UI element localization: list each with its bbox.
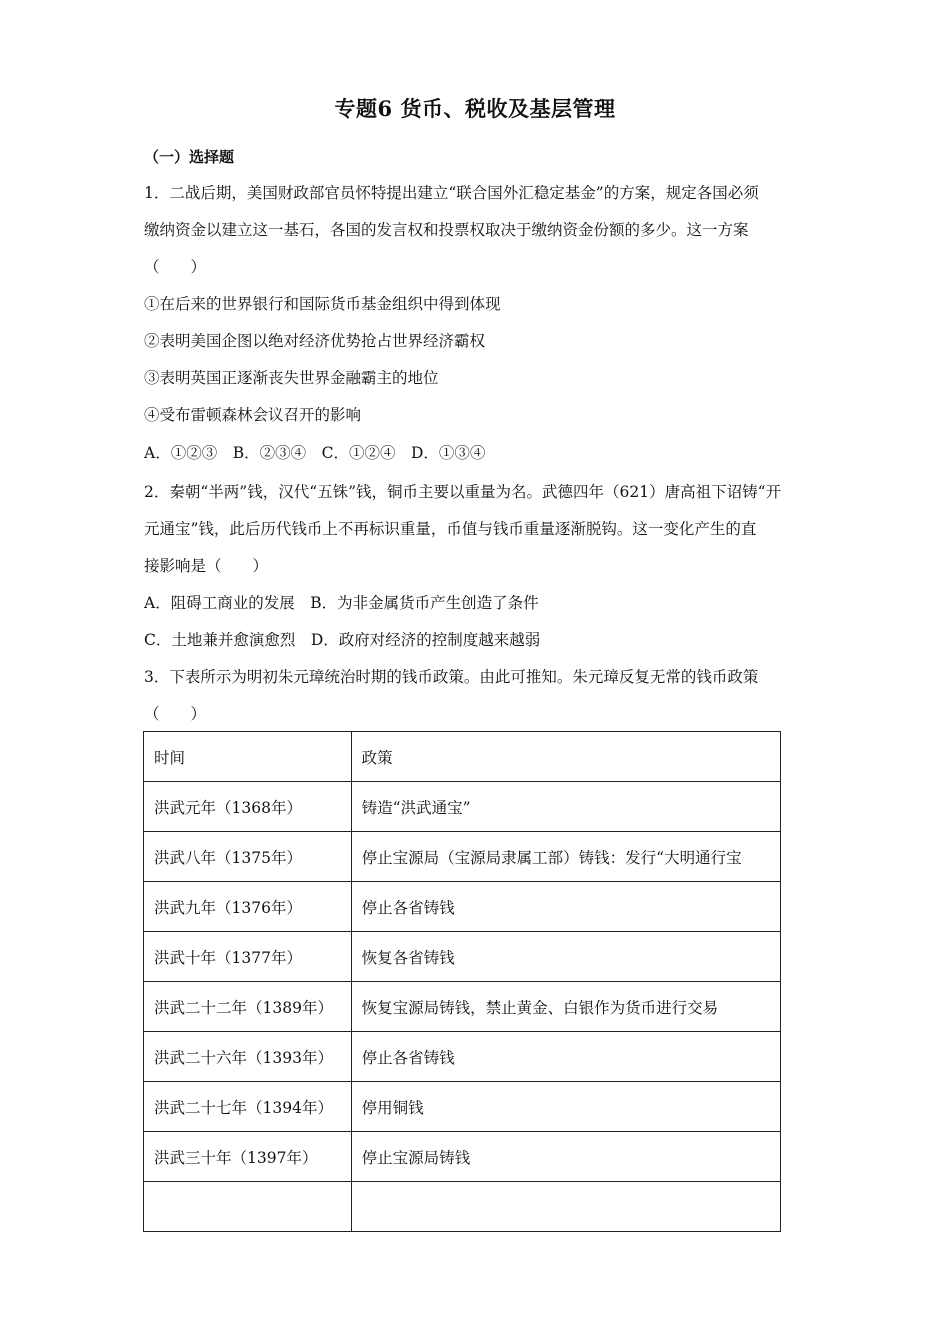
question-1-item-1: ①在后来的世界银行和国际货币基金组织中得到体现 xyxy=(144,295,501,313)
table-row xyxy=(144,882,781,932)
table-row xyxy=(144,982,781,1032)
table-row xyxy=(144,1032,781,1082)
table-cell-policy: 停止宝源局铸钱 xyxy=(351,1132,780,1182)
table-cell-time: 洪武八年（1375年） xyxy=(144,832,352,882)
question-1-line-2: 缴纳资金以建立这一基石，各国的发言权和投票权取决于缴纳资金份额的多少。这一方案 xyxy=(144,221,749,239)
table-row xyxy=(144,1082,781,1132)
policy-table xyxy=(143,731,781,1232)
table-header-time: 时间 xyxy=(144,732,352,782)
question-1-item-3: ③表明英国正逐渐丧失世界金融霸主的地位 xyxy=(144,369,439,387)
table-cell-policy xyxy=(351,1182,780,1232)
table-header-row xyxy=(144,732,781,782)
question-1-item-2: ②表明美国企图以绝对经济优势抢占世界经济霸权 xyxy=(144,332,486,350)
question-3-line-2: （ ） xyxy=(144,705,207,723)
table-cell-time: 洪武九年（1376年） xyxy=(144,882,352,932)
question-2-options-row-2: C．土地兼并愈演愈烈 D．政府对经济的控制度越来越弱 xyxy=(144,631,541,649)
question-2-line-3: 接影响是（ ） xyxy=(144,557,269,575)
section-heading: （一）选择题 xyxy=(144,148,235,166)
table-cell-policy: 恢复各省铸钱 xyxy=(351,932,780,982)
page-title: 专题6 货币、税收及基层管理 xyxy=(334,96,616,121)
table-cell-policy: 停用铜钱 xyxy=(351,1082,780,1132)
question-1-item-4: ④受布雷顿森林会议召开的影响 xyxy=(144,406,362,424)
table-cell-time xyxy=(144,1182,352,1232)
table-cell-time: 洪武二十二年（1389年） xyxy=(144,982,352,1032)
table-cell-policy: 停止宝源局（宝源局隶属工部）铸钱：发行“大明通行宝 xyxy=(351,832,780,882)
table-header-policy: 政策 xyxy=(351,732,780,782)
table-row xyxy=(144,1182,781,1232)
table-cell-policy: 停止各省铸钱 xyxy=(351,882,780,932)
table-row xyxy=(144,932,781,982)
question-2-line-2: 元通宝”钱，此后历代钱币上不再标识重量，币值与钱币重量逐渐脱钩。这一变化产生的直 xyxy=(144,520,757,538)
table-cell-time: 洪武三十年（1397年） xyxy=(144,1132,352,1182)
table-cell-policy: 停止各省铸钱 xyxy=(351,1032,780,1082)
table-cell-time: 洪武十年（1377年） xyxy=(144,932,352,982)
question-1-line-1: 1．二战后期，美国财政部官员怀特提出建立“联合国外汇稳定基金”的方案，规定各国必须 xyxy=(144,184,759,202)
question-1-line-3: （ ） xyxy=(144,258,207,276)
table-cell-policy: 恢复宝源局铸钱，禁止黄金、白银作为货币进行交易 xyxy=(351,982,780,1032)
table-cell-time: 洪武二十七年（1394年） xyxy=(144,1082,352,1132)
question-1-options: A．①②③ B．②③④ C．①②④ D．①③④ xyxy=(144,444,486,462)
question-3-line-1: 3．下表所示为明初朱元璋统治时期的钱币政策。由此可推知。朱元璋反复无常的钱币政策 xyxy=(144,668,759,686)
table-row xyxy=(144,832,781,882)
table-row xyxy=(144,1132,781,1182)
table-cell-policy: 铸造“洪武通宝” xyxy=(351,782,780,832)
table-cell-time: 洪武二十六年（1393年） xyxy=(144,1032,352,1082)
table-row xyxy=(144,782,781,832)
question-2-line-1: 2．秦朝“半两”钱，汉代“五铢”钱，铜币主要以重量为名。武德四年（621）唐高祖下诏铸“开 xyxy=(144,483,782,501)
question-2-options-row-1: A．阻碍工商业的发展 B．为非金属货币产生创造了条件 xyxy=(144,594,539,612)
table-cell-time: 洪武元年（1368年） xyxy=(144,782,352,832)
